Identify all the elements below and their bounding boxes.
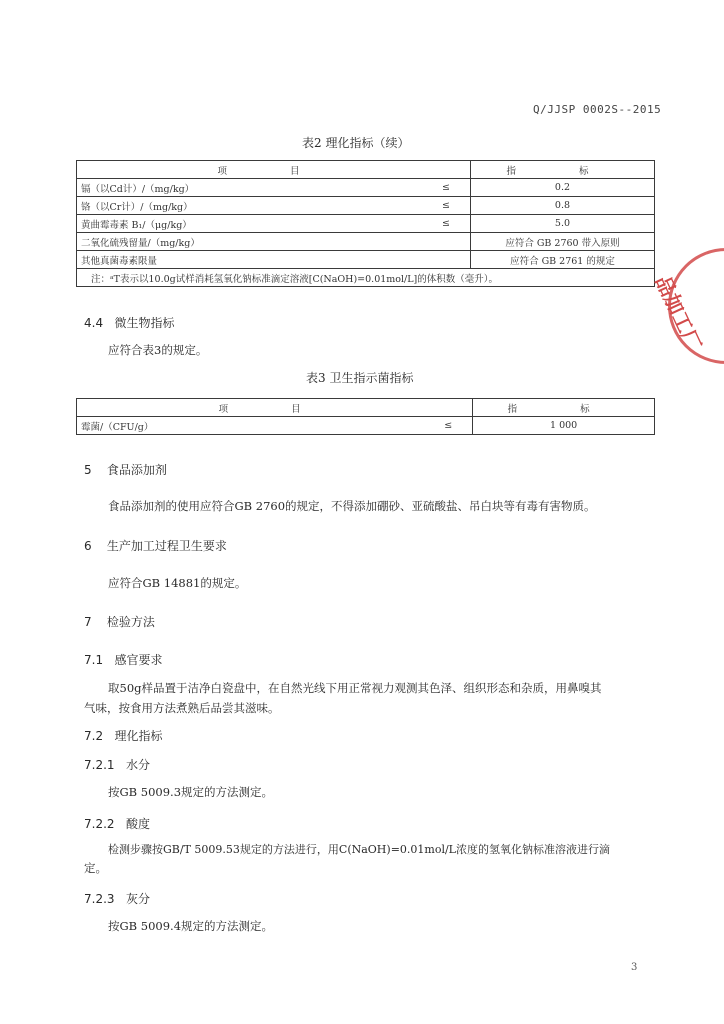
- row-item: 其他真菌毒素限量: [77, 251, 471, 269]
- table2-note: 注：ᵃT表示以10.0g试样消耗氢氧化钠标准滴定溶液[C(NaOH)=0.01mol/L]的体积数（毫升）。: [77, 269, 655, 287]
- row-item: 铬（以Cr计）/（mg/kg）: [77, 197, 422, 215]
- section-number: 7.2: [84, 729, 104, 743]
- row-value: 1 000: [473, 417, 655, 435]
- paragraph: 按GB 5009.4规定的方法测定。: [108, 919, 274, 933]
- paragraph: 检测步骤按GB/T 5009.53规定的方法进行，用C(NaOH)=0.01mol/L浓度的氢氧化钠标准溶液进行滴: [108, 843, 610, 856]
- section-heading: [84, 613, 155, 630]
- row-item: 霉菌/（CFU/g）: [77, 417, 425, 435]
- row-item: 黄曲霉毒素 B₁/（μg/kg）: [77, 215, 422, 233]
- section-heading: [84, 461, 167, 478]
- row-item: 二氧化硫残留量/（mg/kg）: [77, 233, 471, 251]
- section-number: 7.2.3: [84, 892, 115, 906]
- section-number: 6: [84, 539, 92, 553]
- table-row: [77, 417, 655, 435]
- section-title: 感官要求: [114, 653, 163, 667]
- section-heading: [84, 890, 150, 907]
- section-title: 生产加工过程卫生要求: [106, 539, 227, 553]
- section-title: 水分: [126, 758, 151, 772]
- row-op: ≤: [422, 197, 471, 215]
- table3-header-item: 项 目: [77, 399, 473, 417]
- page-number: 3: [631, 962, 638, 973]
- section-title: 食品添加剂: [106, 463, 167, 477]
- section-title: 检验方法: [106, 615, 155, 629]
- document-id: Q/JJSP 0002S--2015: [533, 103, 662, 116]
- section-heading: [84, 314, 175, 331]
- section-number: 7.1: [84, 653, 104, 667]
- section-heading: [84, 727, 163, 744]
- row-value: 5.0: [470, 215, 654, 233]
- section-title: 灰分: [126, 892, 151, 906]
- paragraph: 气味，按食用方法煮熟后品尝其滋味。: [84, 701, 280, 715]
- paragraph: 定。: [84, 861, 107, 875]
- company-seal-text: 品加工厂: [650, 271, 707, 355]
- section-title: 酸度: [126, 817, 151, 831]
- section-heading: [84, 756, 150, 773]
- table-row: [77, 197, 655, 215]
- section-number: 4.4: [84, 316, 104, 330]
- section-heading: [84, 651, 163, 668]
- row-op: ≤: [424, 417, 473, 435]
- paragraph: 按GB 5009.3规定的方法测定。: [108, 785, 274, 799]
- section-number: 5: [84, 463, 92, 477]
- section-number: 7: [84, 615, 92, 629]
- row-value: 应符合 GB 2760 带入原则: [470, 233, 654, 251]
- table2-title: 表2 理化指标（续）: [302, 136, 410, 150]
- row-value: 应符合 GB 2761 的规定: [470, 251, 654, 269]
- paragraph: 取50g样品置于洁净白瓷盘中，在自然光线下用正常视力观测其色泽、组织形态和杂质，用鼻嗅其: [108, 681, 602, 695]
- paragraph: 食品添加剂的使用应符合GB 2760的规定，不得添加硼砂、亚硫酸盐、吊白块等有毒有害物质。: [108, 499, 596, 513]
- table-row: [77, 233, 655, 251]
- table-row: [77, 251, 655, 269]
- table2-header-value: 指 标: [470, 161, 654, 179]
- paragraph: 应符合表3的规定。: [108, 343, 208, 357]
- row-op: ≤: [422, 179, 471, 197]
- row-item: 镉（以Cd计）/（mg/kg）: [77, 179, 422, 197]
- table-row: [77, 179, 655, 197]
- section-number: 7.2.2: [84, 817, 115, 831]
- section-heading: [84, 815, 150, 832]
- section-heading: [84, 537, 227, 554]
- table2-header-item: 项 目: [77, 161, 471, 179]
- section-title: 理化指标: [114, 729, 163, 743]
- paragraph: 应符合GB 14881的规定。: [108, 576, 247, 590]
- table3-header-value: 指 标: [473, 399, 655, 417]
- section-title: 微生物指标: [114, 316, 175, 330]
- section-number: 7.2.1: [84, 758, 115, 772]
- table3: [76, 398, 655, 435]
- table-row: [77, 215, 655, 233]
- row-op: ≤: [422, 215, 471, 233]
- table2: [76, 160, 655, 287]
- table3-title: 表3 卫生指示菌指标: [306, 371, 414, 385]
- row-value: 0.8: [470, 197, 654, 215]
- row-value: 0.2: [470, 179, 654, 197]
